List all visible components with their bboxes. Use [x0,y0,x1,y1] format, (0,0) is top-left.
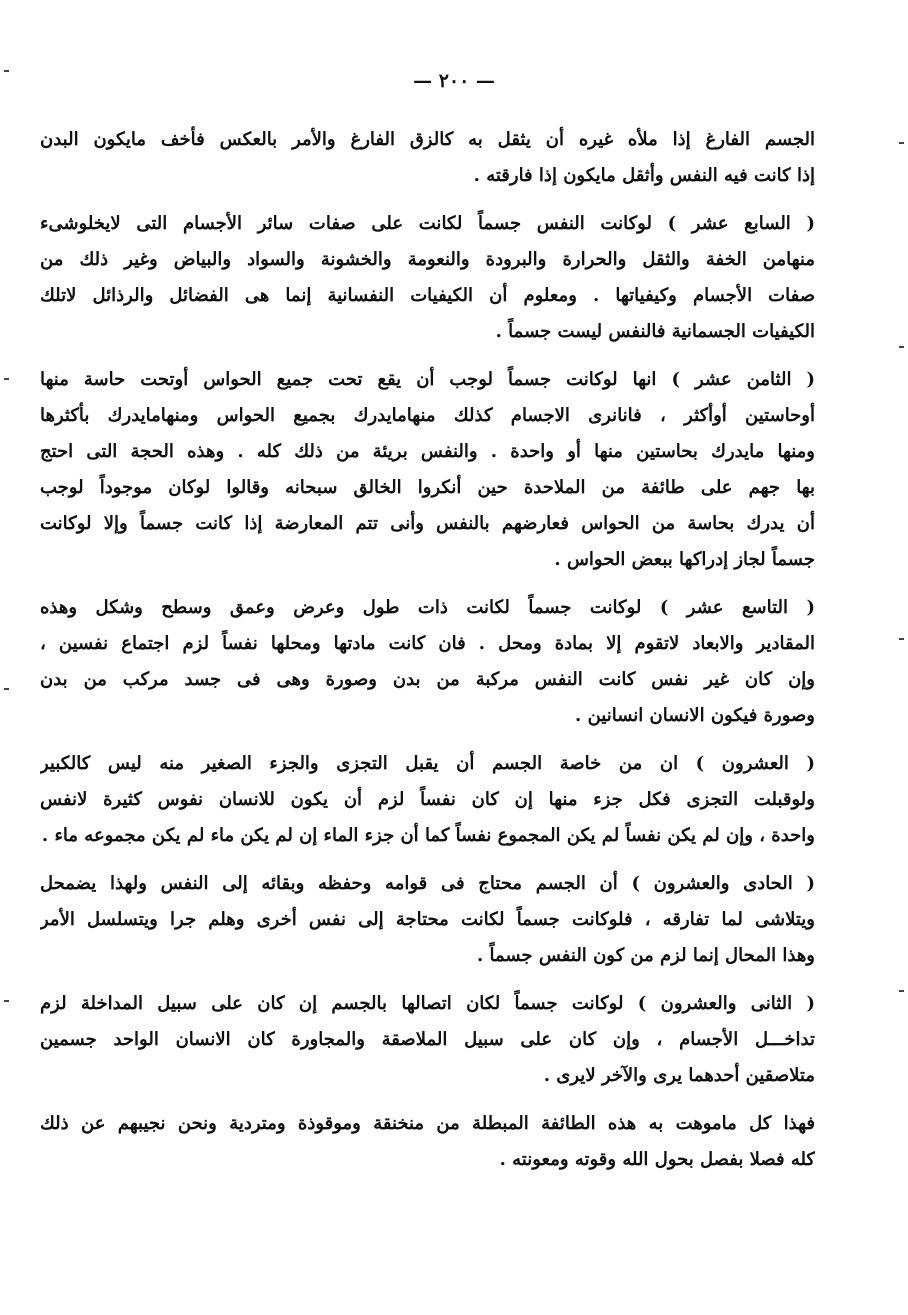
margin-mark-right [899,638,904,640]
paragraph-5 [40,746,815,854]
text-line: الكيفيات الجسمانية فالنفس ليست جسماً . [495,321,815,342]
paragraph-1 [40,122,815,194]
text-line: جسماً لجاز إدراكها ببعض الحواس . [554,549,815,570]
paragraph-6 [40,866,815,974]
text-line: ( السابع عشر ) لوكانت النفس جسماً لكانت على صفات سائر الأجسام التى لايخلوشىء [40,213,815,234]
text-line: أوحاستين أوأكثر ، فانانرى الاجسام كذلك منهامايدرك بجميع الحواس ومنهامايدرك بأكثرها [40,405,815,426]
margin-mark-right [899,346,904,348]
paragraph-2 [40,206,815,350]
text-line: ( الحادى والعشرون ) أن الجسم محتاج فى قوامه وحفظه وبقائه إلى النفس ولهذا يضمحل [40,873,815,894]
text-line: فهذا كل ماموهت به هذه الطائفة المبطلة من منخنقة وموقوذة ومتردية ونحن نجيبهم عن ذلك [40,1113,815,1134]
margin-mark-right [899,990,904,992]
paragraph-4 [40,590,815,734]
margin-mark-left [4,70,9,72]
paragraph-3 [40,362,815,578]
text-line: ومنها مايدرك بحاستين منها أو واحدة . والنفس بريئة من ذلك كله . وهذه الحجة التى احتج [40,441,815,462]
text-line: ( التاسع عشر ) لوكانت جسماً لكانت ذات طول وعرض وعمق وسطح وشكل وهذه [40,597,815,618]
margin-mark-left [4,1000,9,1002]
text-line: ( الثانى والعشرون ) لوكانت جسماً لكان اتصالها بالجسم إن كان على سبيل المداخلة لزم [40,993,815,1014]
text-line: المقادير والابعاد لاتقوم إلا بمادة ومحل . فان كانت مادتها ومحلها نفساً لزم اجتماع نفسين ، [40,633,815,654]
margin-mark-left [4,688,9,690]
text-line: ويتلاشى لما تفارقه ، فلوكانت جسماً لكانت محتاجة إلى نفس أخرى وهلم جرا ويتسلسل الأمر [40,909,815,930]
text-line: منهامن الخفة والثقل والحرارة والبرودة والنعومة والخشونة والسواد والبياض وغير ذلك من [40,249,815,270]
text-line: إذا كانت فيه النفس وأثقل مايكون إذا فارقته . [473,165,815,186]
paragraph-8 [40,1106,815,1178]
text-line: تداخـــل الأجسام ، وإن كان على سبيل الملاصقة والمجاورة كان الانسان الواحد جسمين [40,1029,815,1050]
text-line: وإن كان غير نفس كانت النفس مركبة من بدن وصورة وهى فى جسد مركب من بدن [40,669,815,690]
text-line: وهذا المحال إنما لزم من كون النفس جسماً . [476,945,815,966]
text-line: ( العشرون ) ان من خاصة الجسم أن يقبل التجزى والجزء الصغير منه ليس كالكبير [40,753,815,774]
paragraph-7 [40,986,815,1094]
text-line: متلاصقين أحدهما يرى والآخر لايرى . [543,1065,815,1086]
text-line: صفات الأجسام وكيفياتها . ومعلوم أن الكيفيات النفسانية إنما هى الفضائل والرذائل لاتلك [40,285,815,306]
text-line: ( الثامن عشر ) انها لوكانت جسماً لوجب أن يقع تحت جميع الحواس أوتحت حاسة منها [40,369,815,390]
margin-mark-right [899,142,904,144]
text-line: كله فصلا بفصل بحول الله وقوته ومعونته . [499,1149,815,1170]
text-line: واحدة ، وإن لم يكن نفساً لم يكن المجموع نفساً كما أن جزء الماء إن لم يكن ماء لم يكن مجموعه ماء . [41,825,815,846]
body-text [40,122,815,1190]
text-line: الجسم الفارغ إذا ملأه غيره أن يثقل به كالزق الفارغ والأمر بالعكس فأخف مايكون البدن [40,129,815,150]
text-line: ولوقبلت التجزى فكل جزء منها إن كان نفساً لزم أن يكون للانسان نفوس كثيرة لانفس [40,789,815,810]
page-number: — ٢٠٠ — [413,70,495,92]
text-line: أن يدرك بحاسة من الحواس فعارضهم بالنفس وأنى تتم المعارضة إذا كانت جسماً وإلا لوكانت [40,513,815,534]
margin-mark-left [4,378,9,380]
text-line: وصورة فيكون الانسان انسانين . [575,705,815,726]
text-line: بها جهم على طائفة من الملاحدة حين أنكروا الخالق سبحانه وقالوا لوكان موجوداً لوجب [40,477,815,498]
